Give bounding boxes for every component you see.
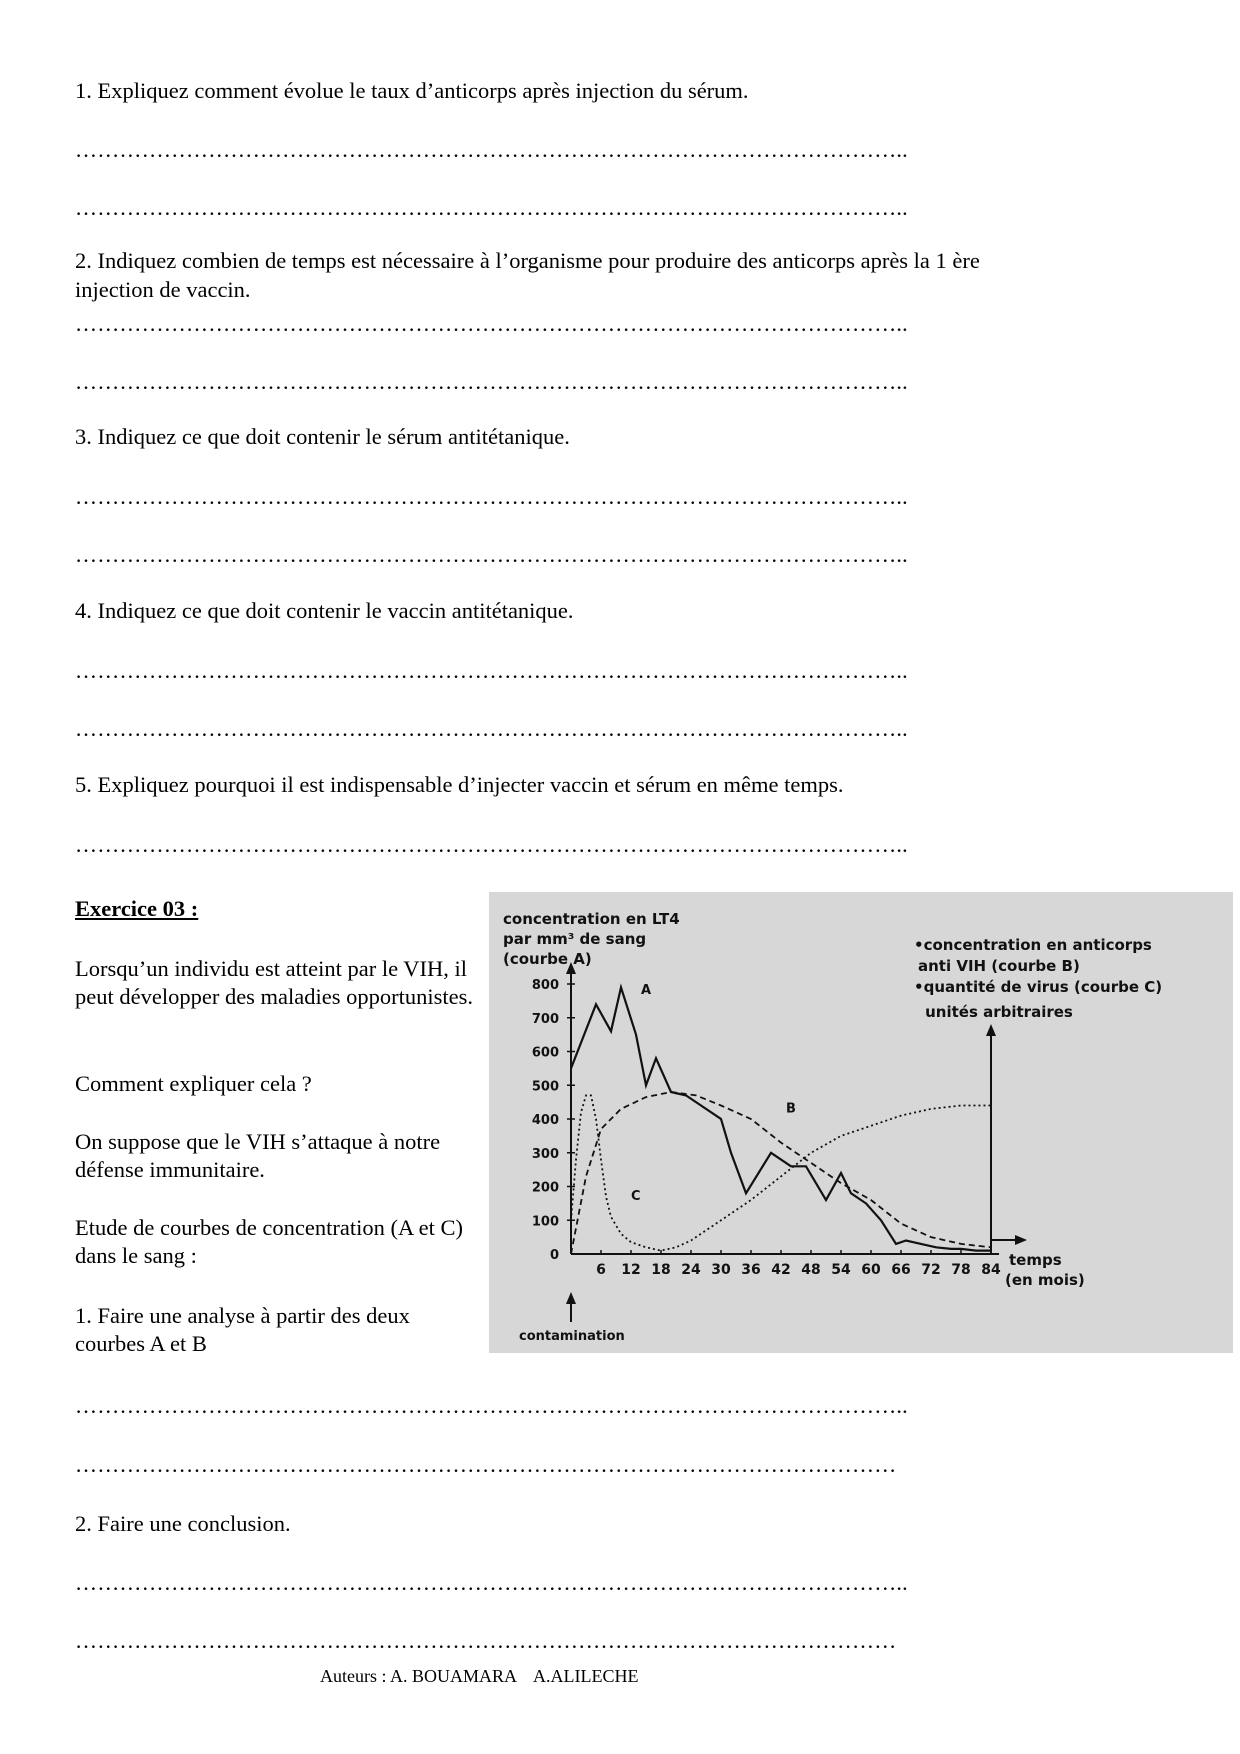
exercise-hypothesis: On suppose que le VIH s’attaque à notre défense immunitaire. <box>75 1129 441 1182</box>
exercise-study: Etude de courbes de concentration (A et C) dans le sang : <box>75 1215 463 1268</box>
hiv-chart <box>489 892 1233 1353</box>
answer-line[interactable]: ………………………………………………………………………………………………….. <box>75 1393 908 1418</box>
x-tick-label: 54 <box>831 1262 851 1278</box>
y-tick-label: 700 <box>531 1011 559 1027</box>
question-3: 3. Indiquez ce que doit contenir le sérum antitétanique. <box>75 424 570 449</box>
x-tick-label: 6 <box>596 1262 606 1278</box>
series-a-line <box>571 987 991 1250</box>
x-tick-label: 18 <box>651 1262 671 1278</box>
x-tick-label: 12 <box>621 1262 641 1278</box>
x-tick-label: 66 <box>891 1262 911 1278</box>
contamination-arrow-head <box>566 1292 576 1304</box>
answer-line[interactable]: ………………………………………………………………………………………………….. <box>75 311 908 336</box>
y-tick-label: 500 <box>531 1079 559 1095</box>
left-axis-title-line-1: concentration en LT4 <box>503 910 680 928</box>
question-4: 4. Indiquez ce que doit contenir le vaccin antitétanique. <box>75 598 574 623</box>
series-a-label: A <box>641 983 652 999</box>
x-tick-label: 78 <box>951 1262 971 1278</box>
contamination-label: contamination <box>519 1329 625 1344</box>
chart-canvas <box>489 892 1233 1353</box>
x-tick-label: 24 <box>681 1262 701 1278</box>
answer-line[interactable]: ………………………………………………………………………………………………….. <box>75 484 908 509</box>
y-tick-label: 600 <box>531 1045 559 1061</box>
right-axis-title-line-4: unités arbitraires <box>925 1003 1073 1021</box>
question-2-line-1: 2. Indiquez combien de temps est nécessaire à l’organisme pour produire des anticorps après la 1 ère <box>75 248 980 273</box>
y-tick-label: 400 <box>531 1113 559 1128</box>
question-2-line-2: injection de vaccin. <box>75 277 251 302</box>
exercise-title: Exercice 03 : <box>75 896 199 921</box>
right-axis-title-line-1: •concentration en anticorps <box>914 936 1152 954</box>
x-axis-label-line-1: temps <box>1009 1251 1062 1269</box>
answer-line[interactable]: ………………………………………………………………………………………………….. <box>75 369 908 394</box>
authors-footer: Auteurs : A. BOUAMARA A.ALILECHE <box>320 1666 639 1686</box>
y-tick-label: 200 <box>531 1180 559 1196</box>
question-1: 1. Expliquez comment évolue le taux d’anticorps après injection du sérum. <box>75 78 749 103</box>
answer-line[interactable]: ………………………………………………………………………………………………… <box>75 1452 897 1477</box>
x-axis-arrow <box>1015 1235 1027 1245</box>
y-tick-label: 0 <box>549 1248 559 1263</box>
x-tick-label: 84 <box>981 1262 1001 1278</box>
answer-line[interactable]: ………………………………………………………………………………………………….. <box>75 832 908 857</box>
exercise-question: Comment expliquer cela ? <box>75 1071 312 1096</box>
series-c-line <box>571 1095 991 1250</box>
left-axis-title-line-2: par mm³ de sang <box>503 930 647 948</box>
right-axis-title-line-3: •quantité de virus (courbe C) <box>914 978 1163 996</box>
series-c-label: C <box>631 1189 641 1204</box>
answer-line[interactable]: ………………………………………………………………………………………………….. <box>75 195 908 220</box>
answer-line[interactable]: ………………………………………………………………………………………………….. <box>75 716 908 741</box>
series-b-line <box>571 1092 991 1254</box>
x-tick-label: 36 <box>741 1262 761 1278</box>
y-axis-right-arrow <box>986 1024 996 1036</box>
x-tick-label: 60 <box>861 1262 881 1278</box>
exercise-task-1: 1. Faire une analyse à partir des deux courbes A et B <box>75 1303 410 1356</box>
answer-line[interactable]: ………………………………………………………………………………………………….. <box>75 542 908 567</box>
question-5: 5. Expliquez pourquoi il est indispensable d’injecter vaccin et sérum en même temps. <box>75 772 844 797</box>
x-tick-label: 30 <box>711 1262 731 1278</box>
right-axis-title-line-2: anti VIH (courbe B) <box>918 957 1080 975</box>
left-axis-title-line-3: (courbe A) <box>503 950 592 968</box>
task-2: 2. Faire une conclusion. <box>75 1511 291 1536</box>
answer-line[interactable]: ………………………………………………………………………………………………….. <box>75 1570 908 1595</box>
y-tick-label: 800 <box>531 978 559 993</box>
y-tick-label: 100 <box>531 1214 559 1230</box>
x-tick-label: 72 <box>921 1262 941 1278</box>
x-tick-label: 48 <box>801 1262 821 1278</box>
exercise-intro: Lorsqu’un individu est atteint par le VIH, il peut développer des maladies opportunistes. <box>75 956 474 1009</box>
answer-line[interactable]: ………………………………………………………………………………………………….. <box>75 658 908 683</box>
series-b-label: B <box>786 1101 796 1117</box>
answer-line[interactable]: ………………………………………………………………………………………………….. <box>75 137 908 162</box>
x-tick-label: 42 <box>771 1262 791 1278</box>
y-tick-label: 300 <box>531 1146 559 1162</box>
x-axis-label-line-2: (en mois) <box>1005 1271 1085 1289</box>
answer-line[interactable]: ………………………………………………………………………………………………… <box>75 1628 897 1653</box>
